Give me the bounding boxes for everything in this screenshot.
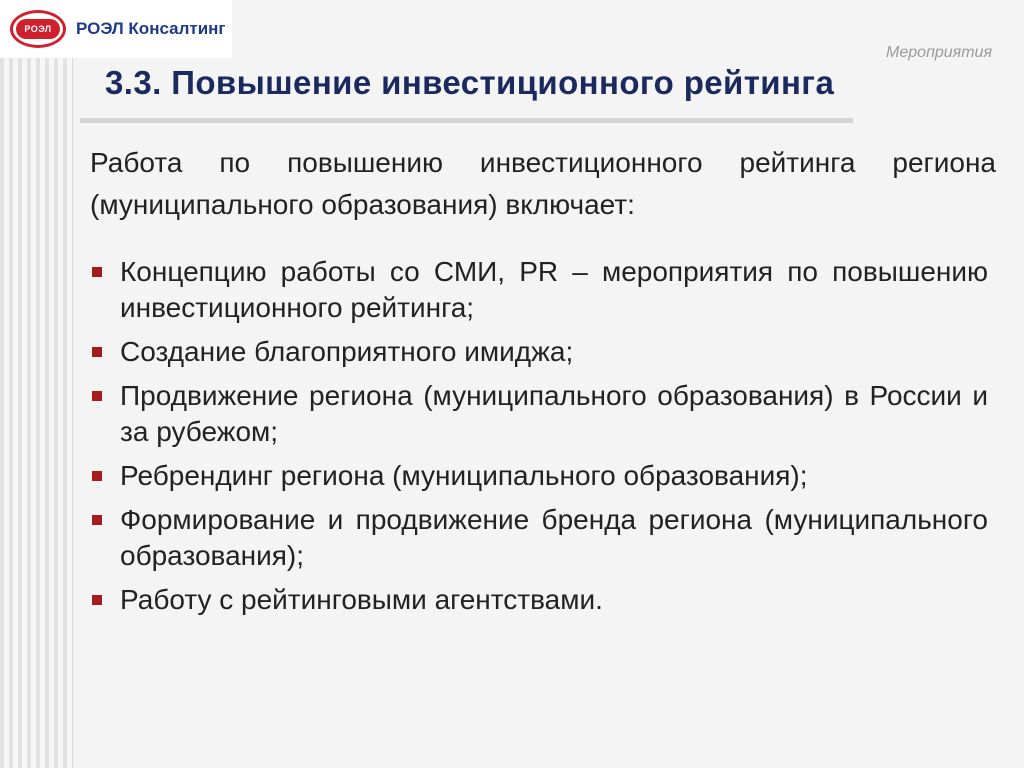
square-bullet-icon (92, 595, 102, 605)
logo-emblem (10, 10, 66, 48)
square-bullet-icon (92, 391, 102, 401)
square-bullet-icon (92, 515, 102, 525)
square-bullet-icon (92, 347, 102, 357)
list-item (90, 458, 988, 494)
list-item (90, 334, 988, 370)
section-label: Мероприятия (886, 44, 992, 61)
intro-paragraph: Работа по повышению инвестиционного рейтинга региона (муниципального образования) включает: (90, 147, 996, 220)
list-item-text: Ребрендинг региона (муниципального образования); (120, 460, 808, 491)
square-bullet-icon (92, 267, 102, 277)
square-bullet-icon (92, 471, 102, 481)
list-item-text: Создание благоприятного имиджа; (120, 336, 574, 367)
stripe-divider (72, 0, 73, 768)
decorative-stripes (0, 0, 72, 768)
list-item (90, 502, 988, 574)
page-title: 3.3. Повышение инвестиционного рейтинга (105, 64, 835, 101)
bullet-list (90, 254, 988, 626)
company-logo (0, 0, 232, 58)
list-item (90, 378, 988, 450)
title-underline (80, 118, 853, 123)
list-item-text: Концепцию работы со СМИ, PR – мероприятия по повышению инвестиционного рейтинга; (120, 256, 988, 323)
logo-company-name: РОЭЛ Консалтинг (76, 19, 226, 38)
list-item-text: Работу с рейтинговыми агентствами. (120, 584, 603, 615)
list-item (90, 582, 988, 618)
logo-emblem-text: РОЭЛ (16, 19, 60, 39)
list-item (90, 254, 988, 326)
list-item-text: Формирование и продвижение бренда региона (муниципального образования); (120, 504, 988, 571)
list-item-text: Продвижение региона (муниципального образования) в России и за рубежом; (120, 380, 988, 447)
